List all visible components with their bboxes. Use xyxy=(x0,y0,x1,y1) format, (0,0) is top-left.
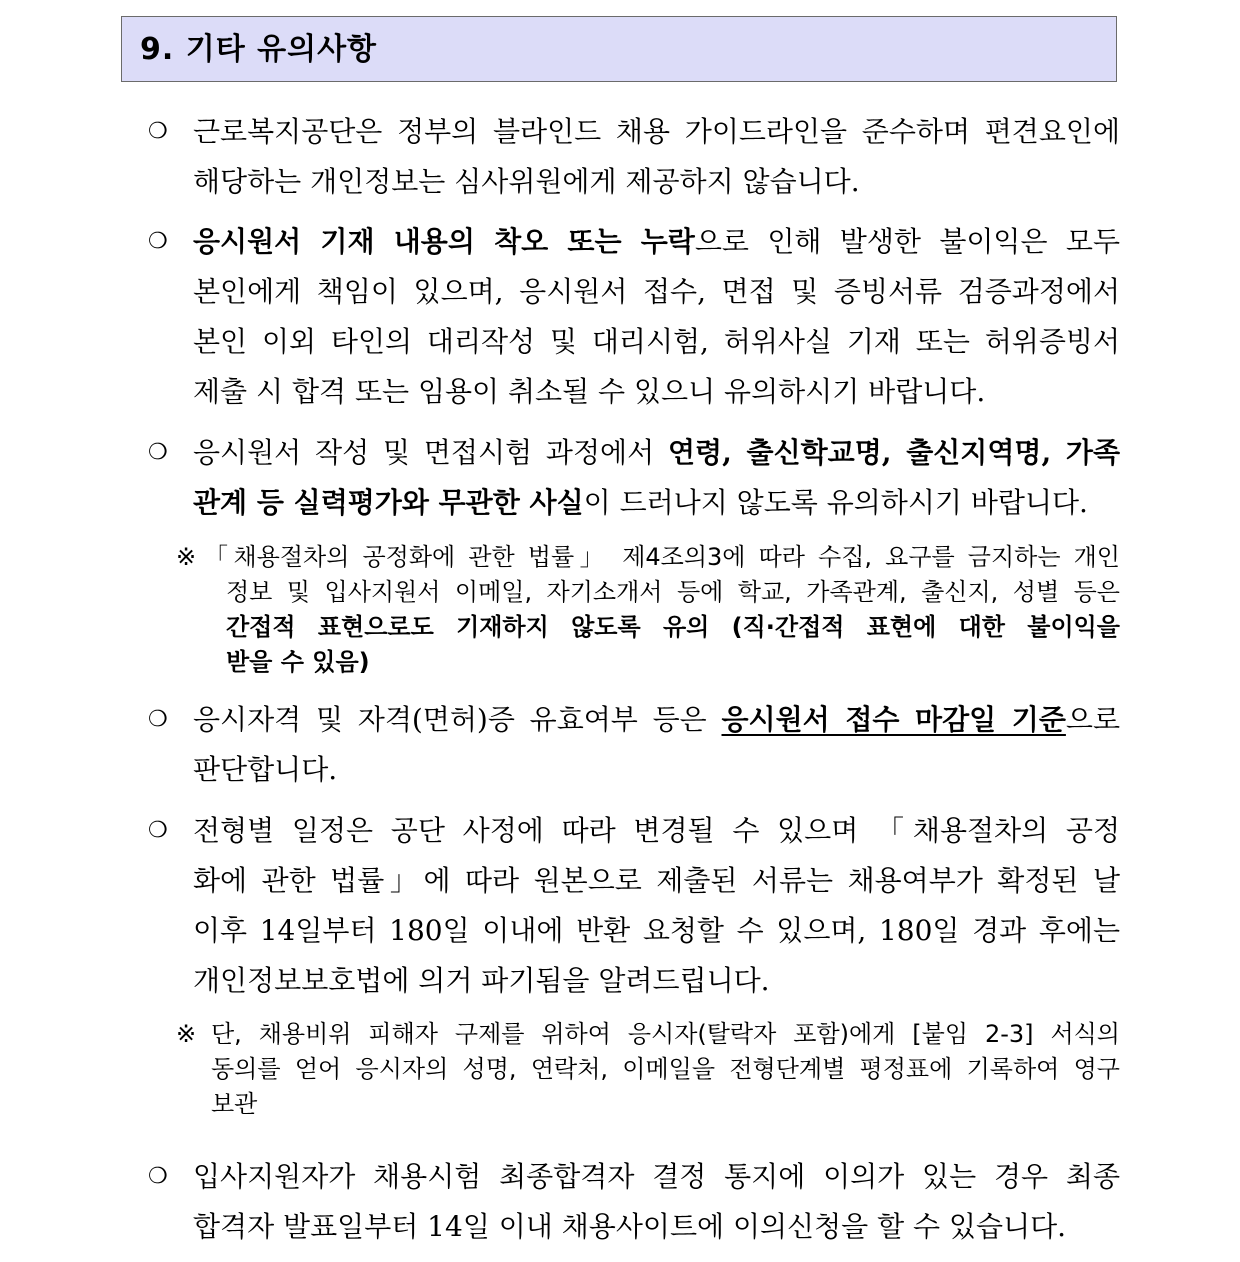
emphasis-text: 응시원서 기재 내용의 착오 또는 누락 xyxy=(193,225,695,258)
item-text: 응시원서 작성 및 면접시험 과정에서 xyxy=(193,436,668,469)
item-text-line: 이후 14일부터 180일 이내에 반환 요청할 수 있으며, 180일 경과 후에는 xyxy=(193,914,1120,947)
item-text-line: 개인정보보호법에 의거 파기됨을 알려드립니다. xyxy=(193,964,770,997)
reference-mark-icon: ※ xyxy=(176,1020,197,1048)
item-text-line xyxy=(193,428,1120,478)
item-text-line: 화에 관한 법률」에 따라 원본으로 제출된 서류는 채용여부가 확정된 날 xyxy=(193,864,1120,897)
list-item xyxy=(148,806,1120,1006)
item-text-line: 본인에게 책임이 있으며, 응시원서 접수, 면접 및 증빙서류 검증과정에서 xyxy=(193,275,1120,308)
reference-mark-icon: ※ xyxy=(176,543,197,571)
circle-bullet-icon: ❍ xyxy=(148,440,168,465)
section-title: 9. 기타 유의사항 xyxy=(121,16,1117,82)
note-text-line: 간접적 표현으로도 기재하지 않도록 유의 (직·간접적 표현에 대한 불이익을 xyxy=(226,613,1120,641)
item-text-line: 해당하는 개인정보는 심사위원에게 제공하지 않습니다. xyxy=(193,165,860,198)
circle-bullet-icon: ❍ xyxy=(148,818,168,843)
item-text-line: 제출 시 합격 또는 임용이 취소될 수 있으니 유의하시기 바랍니다. xyxy=(193,375,986,408)
item-text: 으로 xyxy=(1065,703,1121,736)
item-text-line: 전형별 일정은 공단 사정에 따라 변경될 수 있으며 「채용절차의 공정 xyxy=(193,814,1120,847)
note-text-line: 동의를 얻어 응시자의 성명, 연락처, 이메일을 전형단계별 평정표에 기록하여 영구 xyxy=(211,1055,1120,1083)
list-item xyxy=(148,217,1120,417)
item-text-line: 합격자 발표일부터 14일 이내 채용사이트에 이의신청을 할 수 있습니다. xyxy=(193,1210,1067,1243)
note xyxy=(176,1017,1120,1122)
note-text-line: 받을 수 있음) xyxy=(226,648,370,676)
item-text: 으로 인해 발생한 불이익은 모두 xyxy=(694,225,1120,258)
list-item xyxy=(148,107,1120,207)
item-text: 응시자격 및 자격(면허)증 유효여부 등은 xyxy=(193,703,722,736)
emphasis-text: 응시원서 접수 마감일 기준 xyxy=(721,703,1066,736)
item-text-line xyxy=(193,478,1120,528)
item-text-line xyxy=(193,695,1120,745)
item-text: 이 드러나지 않도록 유의하시기 바랍니다. xyxy=(583,486,1088,519)
list-item xyxy=(148,428,1120,528)
circle-bullet-icon: ❍ xyxy=(148,119,168,144)
emphasis-text: 연령, 출신학교명, 출신지역명, 가족 xyxy=(667,436,1120,469)
circle-bullet-icon: ❍ xyxy=(148,229,168,254)
circle-bullet-icon: ❍ xyxy=(148,707,168,732)
note-text-line: 「채용절차의 공정화에 관한 법률」 제4조의3에 따라 수집, 요구를 금지하는 개인 xyxy=(204,543,1120,571)
list-item xyxy=(148,1152,1120,1252)
note-text-line: 단, 채용비위 피해자 구제를 위하여 응시자(탈락자 포함)에게 [붙임 2-3] 서식의 xyxy=(211,1020,1120,1048)
list-item xyxy=(148,695,1120,795)
item-text-line: 근로복지공단은 정부의 블라인드 채용 가이드라인을 준수하며 편견요인에 xyxy=(193,115,1120,148)
note-text-line: 보관 xyxy=(211,1090,258,1118)
item-text-line: 본인 이외 타인의 대리작성 및 대리시험, 허위사실 기재 또는 허위증빙서 xyxy=(193,325,1120,358)
emphasis-text: 관계 등 실력평가와 무관한 사실 xyxy=(193,486,584,519)
item-text-line: 입사지원자가 채용시험 최종합격자 결정 통지에 이의가 있는 경우 최종 xyxy=(193,1160,1120,1193)
note-text-line: 정보 및 입사지원서 이메일, 자기소개서 등에 학교, 가족관계, 출신지, 성별 등은 xyxy=(226,578,1120,606)
item-text-line: 판단합니다. xyxy=(193,753,338,786)
circle-bullet-icon: ❍ xyxy=(148,1164,168,1189)
item-text-line xyxy=(193,217,1120,267)
note xyxy=(176,540,1120,680)
